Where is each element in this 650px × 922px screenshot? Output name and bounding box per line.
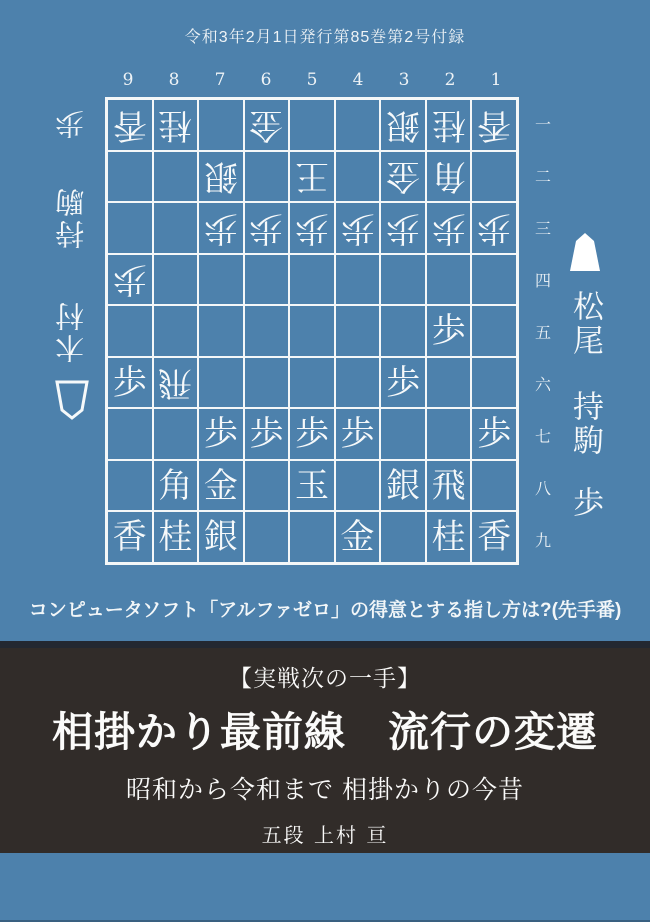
board-cell [199,358,243,408]
shogi-piece-sente: 香 [112,517,147,558]
board-cell [336,512,380,562]
shogi-piece-gote: 王 [294,156,329,197]
board-cell [472,255,516,305]
shogi-piece-gote: 銀 [203,156,238,197]
shogi-piece-sente: 歩 [431,310,466,351]
row-label: 四 [534,270,551,290]
board-cell [381,512,425,562]
column-label: 4 [352,70,364,90]
column-label: 1 [490,70,502,90]
board-cell [427,152,471,202]
board-cell [245,306,289,356]
board-cell [381,461,425,511]
board-cell [199,100,243,150]
shogi-piece-gote: 香 [477,104,512,145]
book-subtitle: 昭和から令和まで 相掛かりの今昔 [126,776,524,804]
sente-piece-icon [569,232,601,280]
board-cell [199,461,243,511]
board-cell [336,255,380,305]
board-cell [472,306,516,356]
gote-hand-pieces: 歩 [54,107,89,139]
board-cell [245,461,289,511]
board-cell [427,306,471,356]
book-author: 五段 上村 亘 [261,823,389,847]
player-gote [50,104,94,420]
shogi-piece-gote: 歩 [249,207,284,248]
board-cell [154,409,198,459]
board-cell [427,100,471,150]
board-cell [290,203,334,253]
shogi-piece-gote: 歩 [386,207,421,248]
player-sente [562,232,608,532]
shogi-piece-gote: 桂 [158,104,193,145]
board-cell [381,203,425,253]
board-cell [154,255,198,305]
row-label: 八 [534,478,551,498]
board-cell [336,203,380,253]
row-label: 三 [534,218,551,238]
shogi-piece-sente: 歩 [294,414,329,455]
board-column-labels [105,70,519,94]
board-cell [290,358,334,408]
board-cell [199,255,243,305]
row-label: 六 [534,374,551,394]
board-cell [245,152,289,202]
board-cell [154,152,198,202]
board-cell [154,512,198,562]
board-cell [472,100,516,150]
board-cell [245,512,289,562]
shogi-piece-gote: 歩 [112,259,147,300]
board-cell [336,306,380,356]
board-cell [108,203,152,253]
row-label: 九 [534,530,551,550]
board-cell [427,461,471,511]
board-cell [108,409,152,459]
shogi-piece-gote: 歩 [431,207,466,248]
board-cell [336,461,380,511]
shogi-piece-gote: 歩 [340,207,375,248]
shogi-piece-sente: 飛 [431,465,466,506]
shogi-piece-gote: 角 [431,156,466,197]
board-cell [472,203,516,253]
shogi-piece-sente: 歩 [340,414,375,455]
row-label: 一 [534,114,551,134]
board-cell [108,512,152,562]
board-cell [381,100,425,150]
board-cell [290,100,334,150]
board-cell [245,100,289,150]
sente-hand-pieces: 歩 [567,486,604,520]
board-cell [108,100,152,150]
shogi-piece-sente: 香 [477,517,512,558]
board-cell [427,512,471,562]
board-cell [108,152,152,202]
row-label: 五 [534,322,551,342]
board-cell [199,409,243,459]
board-cell [290,461,334,511]
shogi-piece-sente: 玉 [294,465,329,506]
shogi-piece-sente: 桂 [431,517,466,558]
row-label: 七 [534,426,551,446]
column-label: 6 [260,70,272,90]
board-cell [108,461,152,511]
board-row-labels [531,97,555,565]
board-cell [199,306,243,356]
shogi-piece-gote: 香 [112,104,147,145]
shogi-piece-gote: 歩 [477,207,512,248]
shogi-piece-sente: 歩 [249,414,284,455]
column-label: 9 [122,70,134,90]
board-cell [290,255,334,305]
problem-question: コンピュータソフト「アルファゼロ」の得意とする指し方は?(先手番) [28,600,622,621]
shogi-piece-sente: 歩 [203,414,238,455]
sente-hand-label: 持駒 [567,390,604,458]
board-cell [472,409,516,459]
board-cell [336,358,380,408]
board-cell [245,409,289,459]
board-cell [381,255,425,305]
column-label: 8 [168,70,180,90]
shogi-piece-gote: 歩 [294,207,329,248]
board-cell [472,358,516,408]
board-cell [381,152,425,202]
sente-player-name: 松尾 [567,290,604,358]
shogi-piece-gote: 歩 [203,207,238,248]
gote-hand-label: 持駒 [54,185,89,249]
gote-piece-icon [55,373,89,420]
board-cell [427,255,471,305]
board-cell [154,306,198,356]
shogi-piece-gote: 桂 [431,104,466,145]
shogi-piece-sente: 桂 [158,517,193,558]
row-label: 二 [534,166,551,186]
shogi-piece-gote: 金 [386,156,421,197]
board-cell [336,100,380,150]
shogi-piece-sente: 歩 [477,414,512,455]
series-label: 【実戦次の一手】 [229,665,421,691]
board-cell [154,461,198,511]
book-title: 相掛かり最前線 流行の変遷 [52,709,598,755]
column-label: 5 [306,70,318,90]
column-label: 2 [444,70,456,90]
board-cell [336,152,380,202]
board-cell [427,203,471,253]
board-cell [154,358,198,408]
board-cell [245,203,289,253]
board-cell [427,358,471,408]
board-cell [108,358,152,408]
board-cell [290,306,334,356]
board-cell [290,152,334,202]
board-cell [245,358,289,408]
board-cell [427,409,471,459]
board-cell [290,512,334,562]
board-cell [381,358,425,408]
shogi-piece-sente: 歩 [386,362,421,403]
board-cell [290,409,334,459]
board-cell [108,255,152,305]
shogi-piece-sente: 歩 [112,362,147,403]
board-cell [336,409,380,459]
board-cell [472,152,516,202]
board-cell [381,409,425,459]
shogi-piece-gote: 飛 [158,362,193,403]
gote-player-name: 木村 [54,299,89,363]
shogi-piece-sente: 銀 [203,517,238,558]
shogi-piece-sente: 金 [340,517,375,558]
column-label: 3 [398,70,410,90]
board-cell [199,203,243,253]
board-cell [108,306,152,356]
shogi-board [105,97,519,565]
board-cell [199,512,243,562]
shogi-piece-gote: 金 [249,104,284,145]
board-cell [199,152,243,202]
board-cell [381,306,425,356]
issue-header: 令和3年2月1日発行第85巻第2号付録 [184,29,466,46]
shogi-piece-sente: 銀 [386,465,421,506]
shogi-piece-sente: 角 [158,465,193,506]
column-label: 7 [214,70,226,90]
shogi-piece-gote: 銀 [386,104,421,145]
title-panel [0,641,650,853]
board-cell [472,512,516,562]
shogi-piece-sente: 金 [203,465,238,506]
board-cell [154,100,198,150]
board-cell [472,461,516,511]
board-cell [154,203,198,253]
board-cell [245,255,289,305]
